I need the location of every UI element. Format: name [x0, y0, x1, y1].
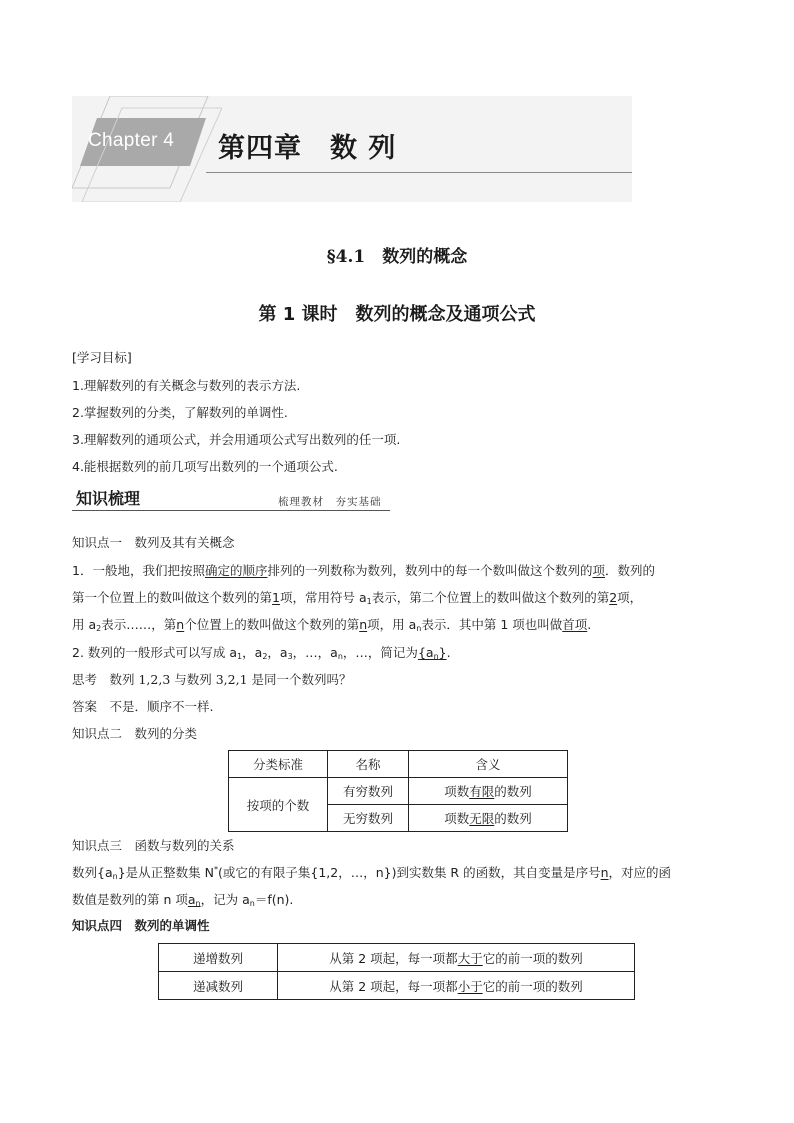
table-cell: 递增数列 [159, 944, 278, 972]
think-question: 思考 数列 1,2,3 与数列 3,2,1 是同一个数列吗？ [72, 672, 352, 687]
point4-heading: 知识点四 数列的单调性 [72, 918, 210, 933]
table-header: 含义 [409, 751, 568, 778]
point1-line3: 用 $a_2$表示……，第n个位置上的数叫做这个数列的第n项，用 $a_n$表示．其中第 1 项也叫做首项. [72, 617, 592, 633]
chapter-label: Chapter 4 [88, 130, 175, 151]
point2-heading: 知识点二 数列的分类 [72, 726, 198, 741]
table-cell: 从第 2 项起，每一项都小于它的前一项的数列 [278, 972, 635, 1000]
point3-line1: 数列$\{a_n\}$是从正整数集 N*(或它的有限子集{1,2，…，n})到实数集 R 的函数，其自变量是序号n，对应的函 [72, 865, 672, 882]
classification-table [228, 750, 568, 832]
objective-item: 2.掌握数列的分类，了解数列的单调性. [72, 405, 288, 420]
table-cell: 无穷数列 [328, 805, 409, 832]
table-cell: 从第 2 项起，每一项都大于它的前一项的数列 [278, 944, 635, 972]
section-title: §4.1 数列的概念 [326, 247, 468, 267]
point1-line4: 2. 数列的一般形式可以写成 $a_1$，$a_2$，$a_3$，…，$a_n$，…，简记为$\{a_n\}$. [72, 645, 451, 661]
monotonicity-table [158, 943, 635, 1000]
objective-item: 3.理解数列的通项公式，并会用通项公式写出数列的任一项. [72, 432, 401, 447]
banner-divider [206, 172, 632, 173]
knowledge-underline [72, 510, 390, 511]
lesson-title: 第 1 课时 数列的概念及通项公式 [258, 304, 536, 325]
table-criterion: 按项的个数 [229, 778, 328, 832]
point3-heading: 知识点三 函数与数列的关系 [72, 838, 235, 853]
point1-line2: 第一个位置上的数叫做这个数列的第1项，常用符号 $a_1$表示，第二个位置上的数叫做这个数列的第2项， [72, 590, 643, 606]
table-cell: 项数有限的数列 [409, 778, 568, 805]
table-cell: 有穷数列 [328, 778, 409, 805]
knowledge-title: 知识梳理 [76, 489, 141, 508]
table-header: 名称 [328, 751, 409, 778]
chapter-title: 第四章 数 列 [218, 133, 397, 164]
table-header: 分类标准 [229, 751, 328, 778]
point1-heading: 知识点一 数列及其有关概念 [72, 535, 235, 550]
objectives-heading: [学习目标] [72, 350, 132, 365]
table-cell: 递减数列 [159, 972, 278, 1000]
think-answer: 答案 不是．顺序不一样. [72, 699, 214, 714]
table-cell: 项数无限的数列 [409, 805, 568, 832]
objective-item: 4.能根据数列的前几项写出数列的一个通项公式. [72, 459, 338, 474]
knowledge-subtitle: 梳理教材 夯实基础 [278, 496, 382, 508]
point1-line1: 1．一般地，我们把按照确定的顺序排列的一列数称为数列，数列中的每一个数叫做这个数列的项．数列的 [72, 563, 656, 578]
point3-line2: 数值是数列的第 n 项$a_n$，记为 $a_n=f(n)$. [72, 892, 294, 908]
objective-item: 1.理解数列的有关概念与数列的表示方法. [72, 378, 301, 393]
